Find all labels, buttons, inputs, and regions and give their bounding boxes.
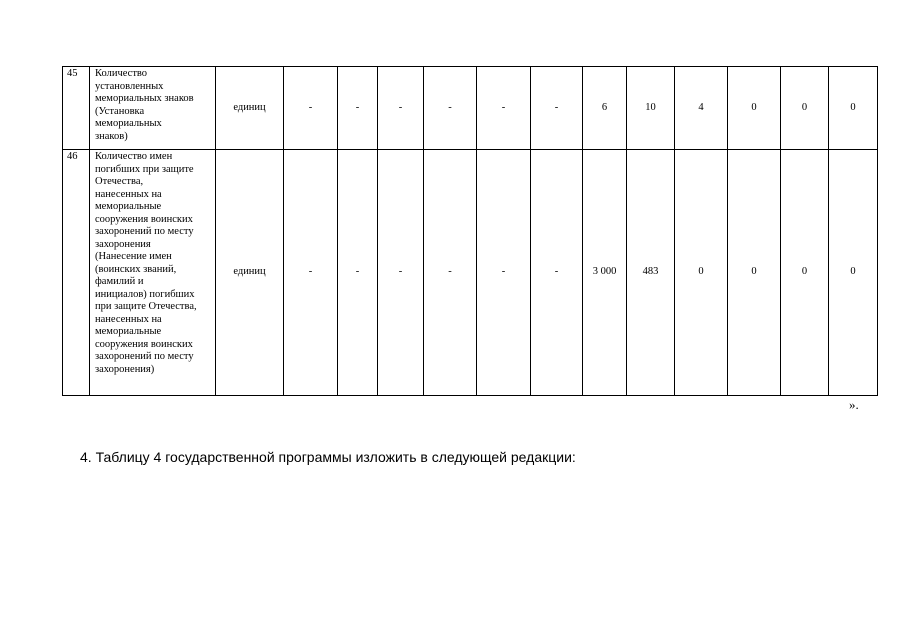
value-cell: - <box>378 150 424 396</box>
value-cell: - <box>424 150 477 396</box>
value-cell: 0 <box>728 67 781 150</box>
value-cell: 10 <box>627 67 675 150</box>
indicator-name-cell: Количество имен погибших при защите Отечества, нанесенных на мемориальные сооружения воинских захоронений по месту захоронения (Нанесение имен (воинских званий, фамилий и инициалов) погибших при защите Отечества, нанесенных на мемориальные сооружения воинских захоронений по месту захоронения) <box>90 150 216 396</box>
value-cell: 483 <box>627 150 675 396</box>
row-number-cell: 45 <box>63 67 90 150</box>
value-cell: 0 <box>675 150 728 396</box>
value-cell: - <box>531 150 583 396</box>
value-cell: 0 <box>728 150 781 396</box>
table-row <box>63 67 878 150</box>
value-cell: 0 <box>829 150 878 396</box>
value-cell: - <box>284 150 338 396</box>
value-cell: 0 <box>781 67 829 150</box>
value-cell: 6 <box>583 67 627 150</box>
row-number-cell: 46 <box>63 150 90 396</box>
value-cell: 3 000 <box>583 150 627 396</box>
value-cell: - <box>284 67 338 150</box>
unit-cell: единиц <box>216 67 284 150</box>
value-cell: - <box>477 67 531 150</box>
closing-quote: ». <box>849 397 859 412</box>
value-cell: - <box>338 67 378 150</box>
value-cell: 4 <box>675 67 728 150</box>
unit-cell: единиц <box>216 150 284 396</box>
value-cell: 0 <box>781 150 829 396</box>
indicator-name-cell: Количество установленных мемориальных знаков (Установка мемориальных знаков) <box>90 67 216 150</box>
table-body <box>63 67 878 396</box>
amendment-instruction: 4. Таблицу 4 государственной программы изложить в следующей редакции: <box>80 449 576 465</box>
indicator-table <box>62 66 878 396</box>
value-cell: - <box>378 67 424 150</box>
value-cell: - <box>531 67 583 150</box>
value-cell: - <box>424 67 477 150</box>
table-row <box>63 150 878 396</box>
value-cell: - <box>477 150 531 396</box>
value-cell: 0 <box>829 67 878 150</box>
value-cell: - <box>338 150 378 396</box>
